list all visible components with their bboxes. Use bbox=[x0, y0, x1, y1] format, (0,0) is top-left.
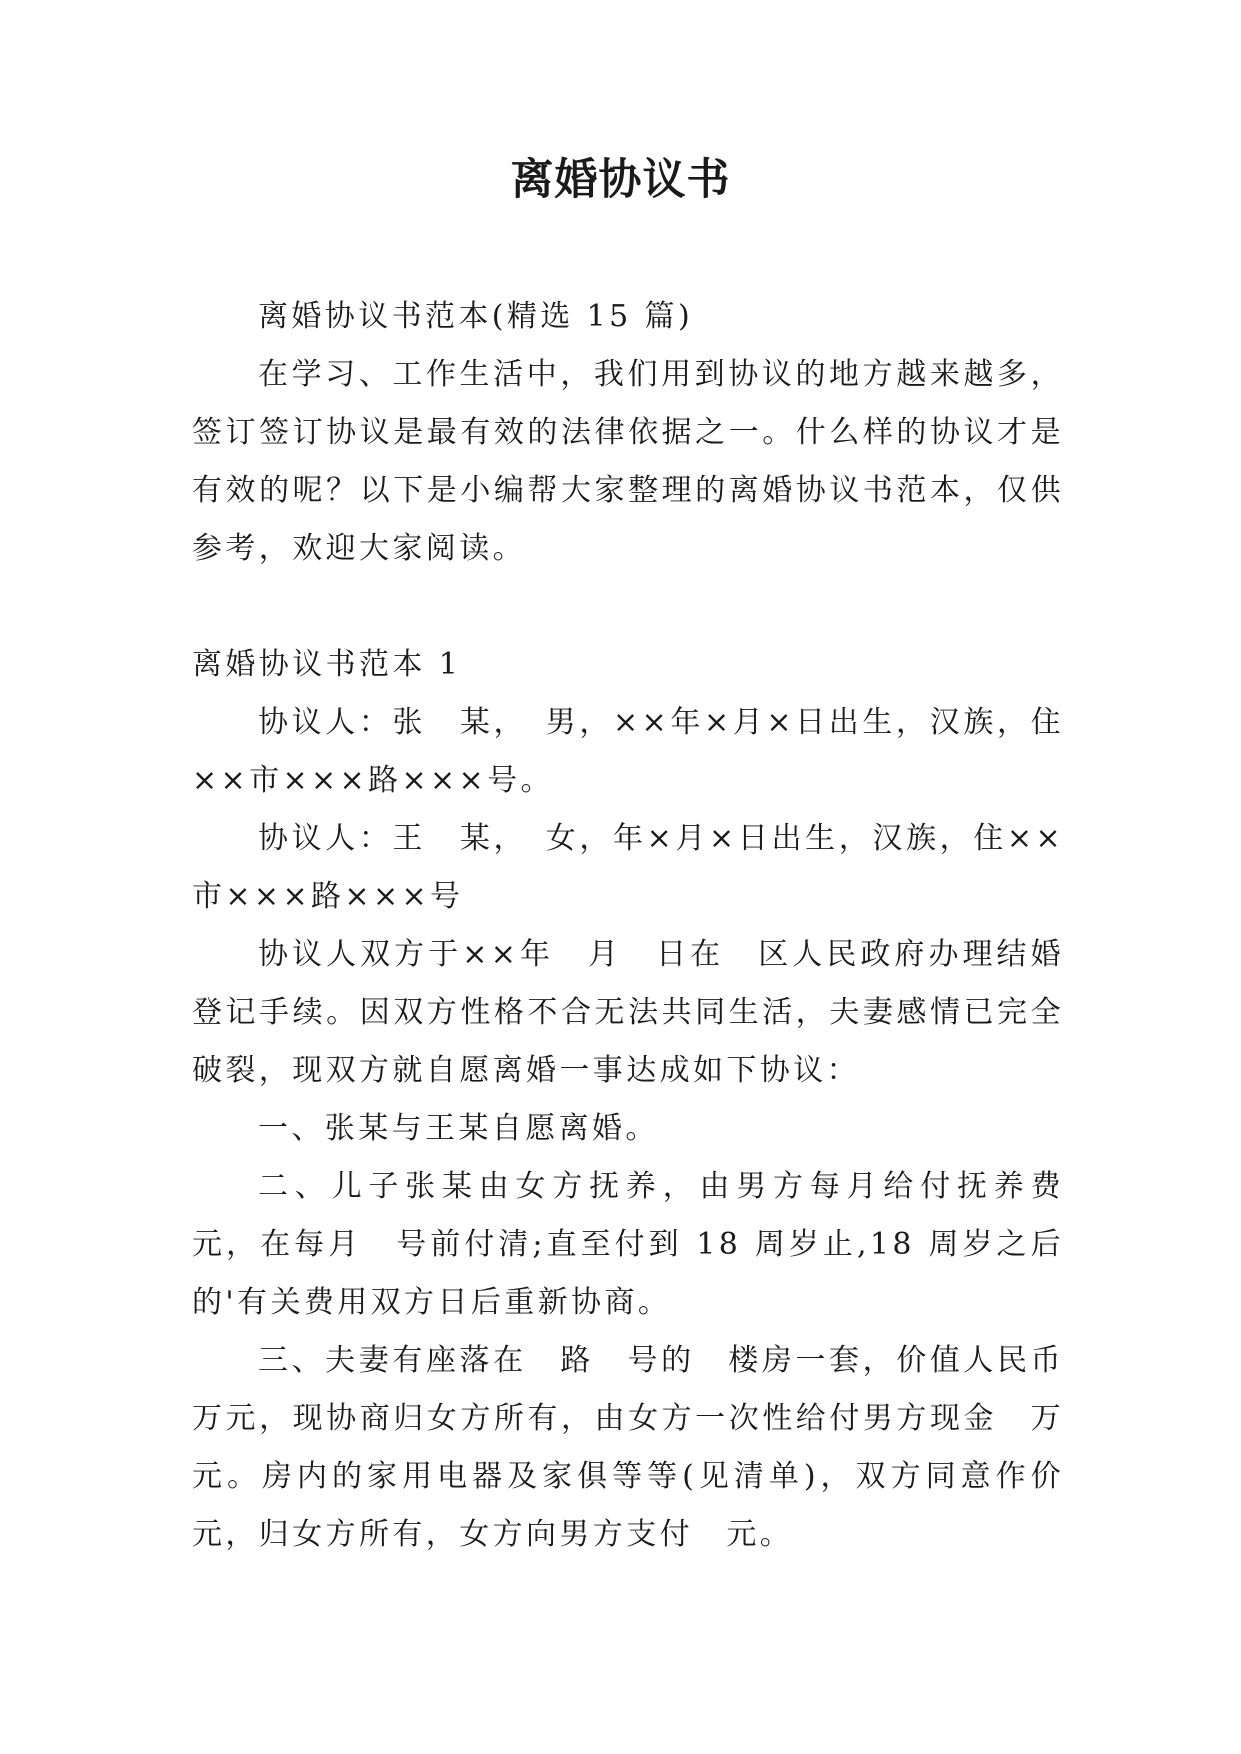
party-b-paragraph: 协议人：王 某， 女，年×月×日出生，汉族，住××市×××路×××号 bbox=[192, 821, 1064, 914]
intro-paragraph: 在学习、工作生活中，我们用到协议的地方越来越多，签订签订协议是最有效的法律依据之一。什么样的协议才是有效的呢？以下是小编帮大家整理的离婚协议书范本，仅供参考，欢迎大家阅读。 bbox=[192, 357, 1064, 566]
document-title: 离婚协议书 bbox=[510, 155, 731, 205]
clause-1-paragraph: 一、张某与王某自愿离婚。 bbox=[258, 1111, 659, 1146]
party-a-paragraph: 协议人：张 某， 男，××年×月×日出生，汉族，住××市×××路×××号。 bbox=[192, 705, 1064, 798]
paragraph-spacer bbox=[192, 578, 1064, 636]
subtitle-paragraph: 离婚协议书范本(精选 15 篇) bbox=[258, 299, 694, 334]
section-heading: 离婚协议书范本 1 bbox=[192, 647, 462, 682]
document-body bbox=[192, 288, 1098, 1564]
clause-2-paragraph: 二、儿子张某由女方抚养，由男方每月给付抚养费 元，在每月 号前付清;直至付到 18 周岁止,18 周岁之后的'有关费用双方日后重新协商。 bbox=[192, 1169, 1098, 1320]
background-paragraph: 协议人双方于××年 月 日在 区人民政府办理结婚登记手续。因双方性格不合无法共同生活，夫妻感情已完全破裂，现双方就自愿离婚一事达成如下协议： bbox=[192, 937, 1064, 1088]
clause-3-paragraph: 三、夫妻有座落在 路 号的 楼房一套，价值人民币 万元，现协商归女方所有，由女方一次性给付男方现金 万元。房内的家用电器及家俱等等(见清单)，双方同意作价 元，归女方所有，女方向男方支付 元。 bbox=[192, 1343, 1098, 1552]
